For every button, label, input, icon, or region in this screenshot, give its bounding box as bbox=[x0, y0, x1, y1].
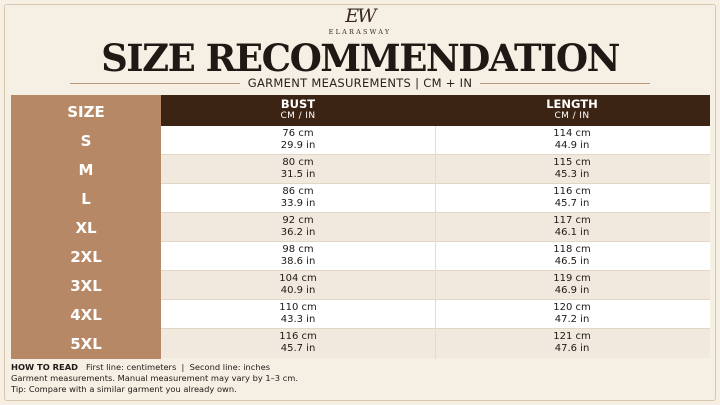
bust-cm: 86 cm bbox=[282, 186, 314, 197]
bust-units: CM / IN bbox=[280, 111, 316, 121]
length-in: 45.7 in bbox=[554, 198, 590, 209]
brand-logo: EW bbox=[345, 5, 375, 27]
size-label: L bbox=[81, 190, 91, 208]
subtitle-rule-right bbox=[480, 83, 650, 84]
length-in: 44.9 in bbox=[554, 140, 590, 151]
how-to-read-line bbox=[11, 362, 298, 373]
size-table bbox=[11, 95, 710, 359]
length-cell bbox=[435, 271, 709, 300]
bust-in: 45.7 in bbox=[280, 343, 316, 354]
length-cm: 121 cm bbox=[553, 331, 591, 342]
bust-cell bbox=[161, 155, 435, 184]
size-label: 2XL bbox=[70, 248, 102, 266]
bust-cm: 92 cm bbox=[282, 215, 314, 226]
bust-cell bbox=[161, 213, 435, 242]
length-cm: 114 cm bbox=[553, 128, 591, 139]
length-cell bbox=[435, 242, 709, 271]
size-label: 3XL bbox=[70, 277, 102, 295]
length-units: CM / IN bbox=[554, 111, 590, 121]
bust-cell bbox=[161, 242, 435, 271]
bust-in: 33.9 in bbox=[280, 198, 316, 209]
brand-name: ELARASWAY bbox=[328, 28, 392, 36]
bust-cell bbox=[161, 300, 435, 329]
size-column-header: SIZE bbox=[67, 103, 105, 121]
length-header: LENGTH bbox=[546, 97, 598, 111]
bust-cm: 104 cm bbox=[279, 273, 317, 284]
length-cm: 115 cm bbox=[553, 157, 591, 168]
length-in: 46.9 in bbox=[554, 285, 590, 296]
length-in: 47.2 in bbox=[554, 314, 590, 325]
bust-cell bbox=[161, 271, 435, 300]
size-label: 5XL bbox=[70, 335, 102, 353]
footer-notes bbox=[11, 362, 298, 395]
bust-in: 38.6 in bbox=[280, 256, 316, 267]
how-to-read-text: First line: centimeters | Second line: inches bbox=[86, 362, 271, 372]
bust-cell bbox=[161, 329, 435, 358]
bust-cm: 98 cm bbox=[282, 244, 314, 255]
measurement-note: Garment measurements. Manual measurement may vary by 1–3 cm. bbox=[11, 373, 299, 383]
size-label: S bbox=[80, 132, 92, 150]
size-label: 4XL bbox=[70, 306, 102, 324]
length-cell bbox=[435, 184, 709, 213]
tip-note: Tip: Compare with a similar garment you already own. bbox=[11, 384, 237, 394]
subtitle-row bbox=[70, 75, 650, 91]
bust-cell bbox=[161, 126, 435, 155]
page-title: SIZE RECOMMENDATION bbox=[101, 36, 619, 80]
bust-in: 31.5 in bbox=[280, 169, 316, 180]
length-in: 45.3 in bbox=[554, 169, 590, 180]
bust-cm: 110 cm bbox=[279, 302, 317, 313]
column-divider bbox=[435, 126, 436, 359]
length-cell bbox=[435, 155, 709, 184]
bust-cell bbox=[161, 184, 435, 213]
subtitle: GARMENT MEASUREMENTS | CM + IN bbox=[247, 76, 473, 90]
length-cell bbox=[435, 126, 709, 155]
length-in: 47.6 in bbox=[554, 343, 590, 354]
length-cm: 116 cm bbox=[553, 186, 591, 197]
length-cell bbox=[435, 213, 709, 242]
length-cell bbox=[435, 329, 709, 358]
bust-cm: 80 cm bbox=[282, 157, 314, 168]
bust-in: 29.9 in bbox=[280, 140, 316, 151]
length-cm: 117 cm bbox=[553, 215, 591, 226]
size-label: M bbox=[78, 161, 94, 179]
table-header bbox=[161, 95, 710, 126]
length-header-cell bbox=[435, 95, 709, 126]
length-in: 46.1 in bbox=[554, 227, 590, 238]
bust-header: BUST bbox=[280, 97, 316, 111]
bust-in: 40.9 in bbox=[280, 285, 316, 296]
length-cell bbox=[435, 300, 709, 329]
length-in: 46.5 in bbox=[554, 256, 590, 267]
bust-cm: 76 cm bbox=[282, 128, 314, 139]
size-label: XL bbox=[75, 219, 97, 237]
length-cm: 118 cm bbox=[553, 244, 591, 255]
length-cm: 119 cm bbox=[553, 273, 591, 284]
bust-cm: 116 cm bbox=[279, 331, 317, 342]
length-cm: 120 cm bbox=[553, 302, 591, 313]
subtitle-rule-left bbox=[70, 83, 240, 84]
bust-in: 43.3 in bbox=[280, 314, 316, 325]
bust-header-cell bbox=[161, 95, 435, 126]
how-to-read-label: HOW TO READ bbox=[11, 362, 79, 372]
bust-in: 36.2 in bbox=[280, 227, 316, 238]
